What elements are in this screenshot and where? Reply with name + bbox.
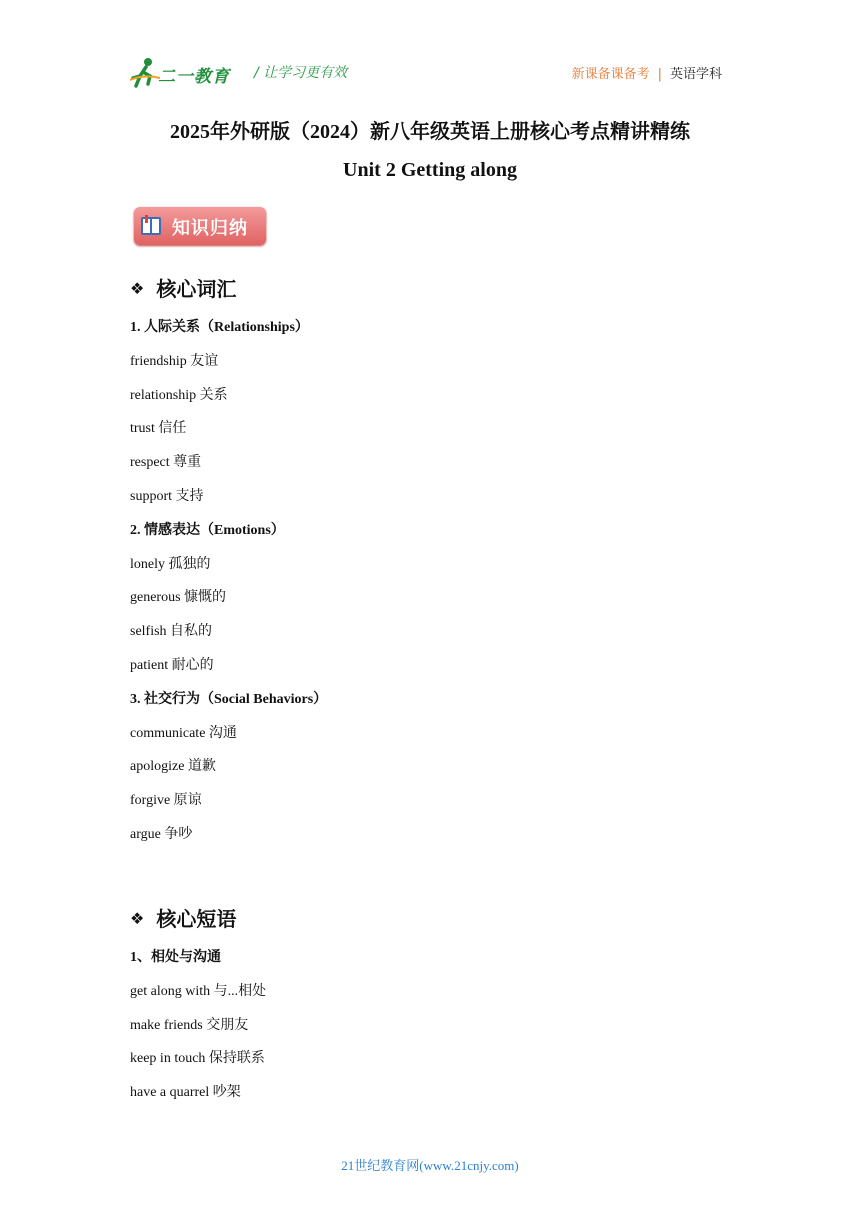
- section-title: 核心短语: [156, 907, 237, 931]
- vocab-item: get along with 与...相处: [130, 983, 267, 999]
- vocab-item: forgive 原谅: [130, 793, 202, 809]
- vocab-item: apologize 道歉: [130, 759, 216, 775]
- section-title: 核心词汇: [156, 277, 237, 301]
- logo: [130, 56, 240, 90]
- vocab-item: keep in touch 保持联系: [130, 1051, 265, 1067]
- diamond-icon: ❖: [130, 279, 145, 298]
- group-heading: 1、相处与沟通: [130, 950, 221, 965]
- badge-label: 知识归纳: [172, 218, 248, 239]
- vocab-item: patient 耐心的: [130, 658, 214, 673]
- page-title: 2025年外研版（2024）新八年级英语上册核心考点精讲精练: [170, 121, 690, 143]
- header-divider: |: [657, 67, 662, 82]
- vocab-item: communicate 沟通: [130, 725, 237, 741]
- vocab-item: argue 争吵: [130, 827, 193, 842]
- page-subtitle: Unit 2 Getting along: [343, 159, 517, 181]
- section-heading: [130, 273, 236, 302]
- vocab-item: selfish 自私的: [130, 624, 213, 640]
- vocab-item: friendship 友谊: [130, 353, 219, 369]
- book-icon: [140, 214, 162, 238]
- logo-text: 二一教育: [158, 67, 230, 87]
- section-heading: [130, 903, 236, 932]
- header-label: 新课备课备考: [571, 67, 650, 82]
- vocab-item: relationship 关系: [130, 387, 228, 403]
- group-heading: 2. 情感表达（Emotions）: [130, 522, 285, 538]
- group-heading: 3. 社交行为（Social Behaviors）: [130, 691, 328, 707]
- header-subject: 英语学科: [669, 67, 722, 82]
- vocab-item: have a quarrel 吵架: [130, 1085, 241, 1101]
- section-badge: [134, 207, 266, 245]
- vocab-item: support 支持: [130, 489, 204, 504]
- group-heading: 1. 人际关系（Relationships）: [130, 320, 309, 335]
- vocab-item: lonely 孤独的: [130, 556, 211, 572]
- vocab-item: make friends 交朋友: [130, 1017, 249, 1033]
- page-footer: 21世纪教育网(www.21cnjy.com): [341, 1158, 519, 1173]
- runner-logo-icon: [130, 56, 160, 88]
- slogan: / 让学习更有效: [254, 65, 348, 81]
- vocab-item: generous 慷慨的: [130, 590, 227, 606]
- vocab-item: respect 尊重: [130, 455, 202, 471]
- vocab-item: trust 信任: [130, 421, 187, 437]
- diamond-icon: ❖: [130, 909, 145, 928]
- page-header: [130, 56, 730, 90]
- header-right: [572, 63, 722, 82]
